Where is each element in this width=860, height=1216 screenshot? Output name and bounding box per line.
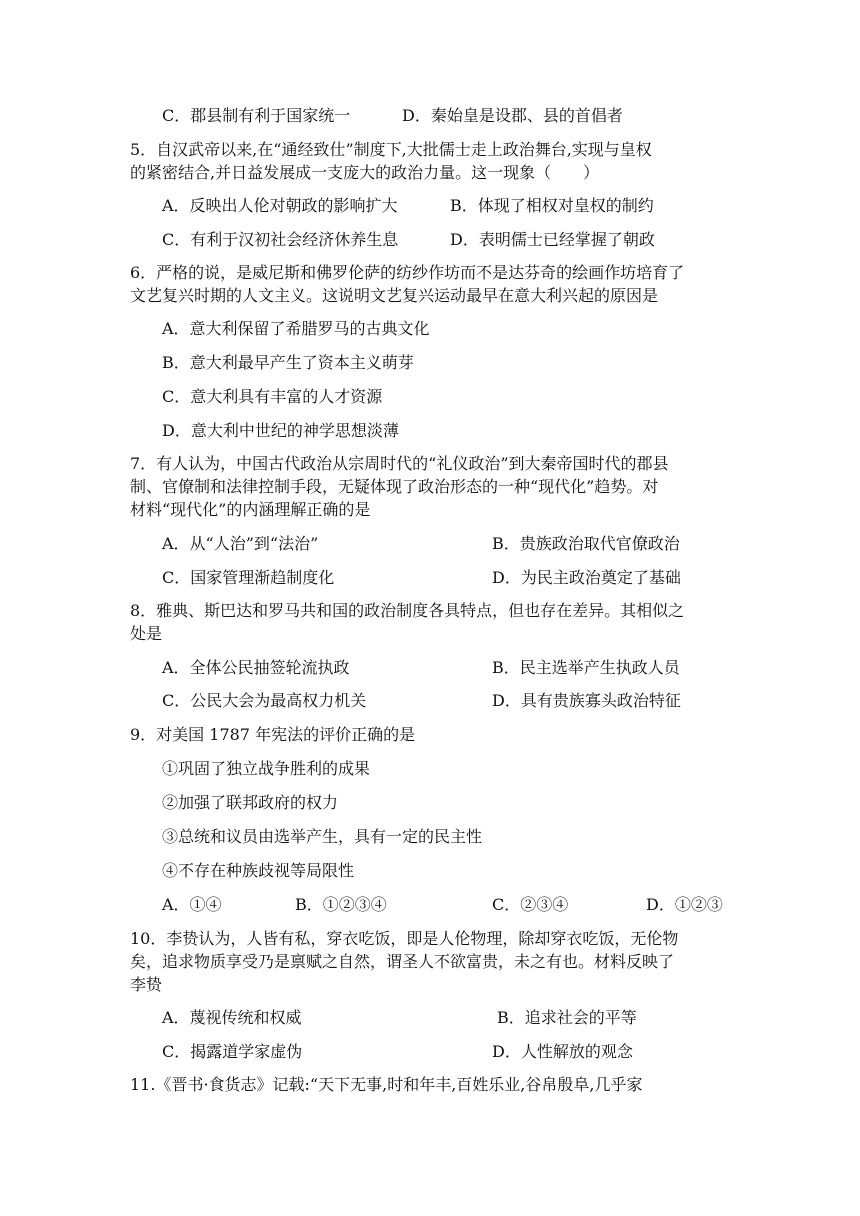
q10-option-d: D．人性解放的观念 <box>492 1042 633 1061</box>
q9-item-4: ④不存在种族歧视等局限性 <box>162 861 355 880</box>
q9-option-c: C．②③④ <box>492 895 569 914</box>
q9-stem-line-1: 9．对美国 1787 年宪法的评价正确的是 <box>130 725 416 744</box>
q9-option-a: A．①④ <box>162 895 222 914</box>
q10-stem-line-1: 10．李贽认为，人皆有私，穿衣吃饭，即是人伦物理，除却穿衣吃饭，无伦物 <box>130 929 679 948</box>
q5-stem-line-1: 5．自汉武帝以来,在“通经致仕”制度下,大批儒士走上政治舞台,实现与皇权 <box>130 140 652 159</box>
q4-option-d: D．秦始皇是设郡、县的首倡者 <box>402 106 623 125</box>
q9-item-1: ①巩固了独立战争胜利的成果 <box>162 759 371 778</box>
q8-option-c: C．公民大会为最高权力机关 <box>162 691 367 710</box>
q8-stem-line-2: 处是 <box>130 624 163 643</box>
q6-stem-line-1: 6．严格的说，是威尼斯和佛罗伦萨的纺纱作坊而不是达芬奇的绘画作坊培育了 <box>130 263 685 282</box>
q5-option-d: D．表明儒士已经掌握了朝政 <box>450 230 655 249</box>
q7-stem-line-3: 材料“现代化”的内涵理解正确的是 <box>130 500 371 519</box>
q9-option-b: B．①②③④ <box>295 895 387 914</box>
q7-stem-line-1: 7．有人认为，中国古代政治从宗周时代的“礼仪政治”到大秦帝国时代的郡县 <box>130 454 669 473</box>
q4-option-c: C．郡县制有利于国家统一 <box>162 106 351 125</box>
q9-option-d: D．①②③ <box>646 895 723 914</box>
q9-item-2: ②加强了联邦政府的权力 <box>162 793 339 812</box>
q7-option-d: D．为民主政治奠定了基础 <box>492 568 681 587</box>
q6-option-a: A．意大利保留了希腊罗马的古典文化 <box>162 319 430 338</box>
q11-stem-line-1: 11.《晋书·食货志》记载:“天下无事,时和年丰,百姓乐业,谷帛殷阜,几乎家 <box>130 1075 643 1094</box>
q6-option-b: B．意大利最早产生了资本主义萌芽 <box>162 353 414 372</box>
q10-stem-line-2: 矣，追求物质享受乃是禀赋之自然，谓圣人不欲富贵，未之有也。材料反映了 <box>130 952 675 971</box>
q8-stem-line-1: 8．雅典、斯巴达和罗马共和国的政治制度各具特点，但也存在差异。其相似之 <box>130 601 685 620</box>
q8-option-b: B．民主选举产生执政人员 <box>492 658 680 677</box>
q9-item-3: ③总统和议员由选举产生，具有一定的民主性 <box>162 827 483 846</box>
q10-stem-line-3: 李贽 <box>130 975 163 994</box>
q6-option-c: C．意大利具有丰富的人才资源 <box>162 387 383 406</box>
q7-option-c: C．国家管理渐趋制度化 <box>162 568 335 587</box>
q10-option-b: B．追求社会的平等 <box>497 1008 637 1027</box>
q6-option-d: D．意大利中世纪的神学思想淡薄 <box>162 421 399 440</box>
q10-option-c: C．揭露道学家虚伪 <box>162 1042 303 1061</box>
q7-option-a: A．从“人治”到“法治” <box>162 534 319 553</box>
q5-option-b: B．体现了相权对皇权的制约 <box>450 196 654 215</box>
q7-option-b: B．贵族政治取代官僚政治 <box>492 534 680 553</box>
q8-option-a: A．全体公民抽签轮流执政 <box>162 658 350 677</box>
q5-option-a: A．反映出人伦对朝政的影响扩大 <box>162 196 398 215</box>
q5-option-c: C．有利于汉初社会经济休养生息 <box>162 230 399 249</box>
q5-stem-line-2: 的紧密结合,并日益发展成一支庞大的政治力量。这一现象（ ） <box>130 163 600 182</box>
q8-option-d: D．具有贵族寡头政治特征 <box>492 691 681 710</box>
q7-stem-line-2: 制、官僚制和法律控制手段，无疑体现了政治形态的一种“现代化”趋势。对 <box>130 477 659 496</box>
q6-stem-line-2: 文艺复兴时期的人文主义。这说明文艺复兴运动最早在意大利兴起的原因是 <box>130 286 659 305</box>
q10-option-a: A．蔑视传统和权威 <box>162 1008 302 1027</box>
